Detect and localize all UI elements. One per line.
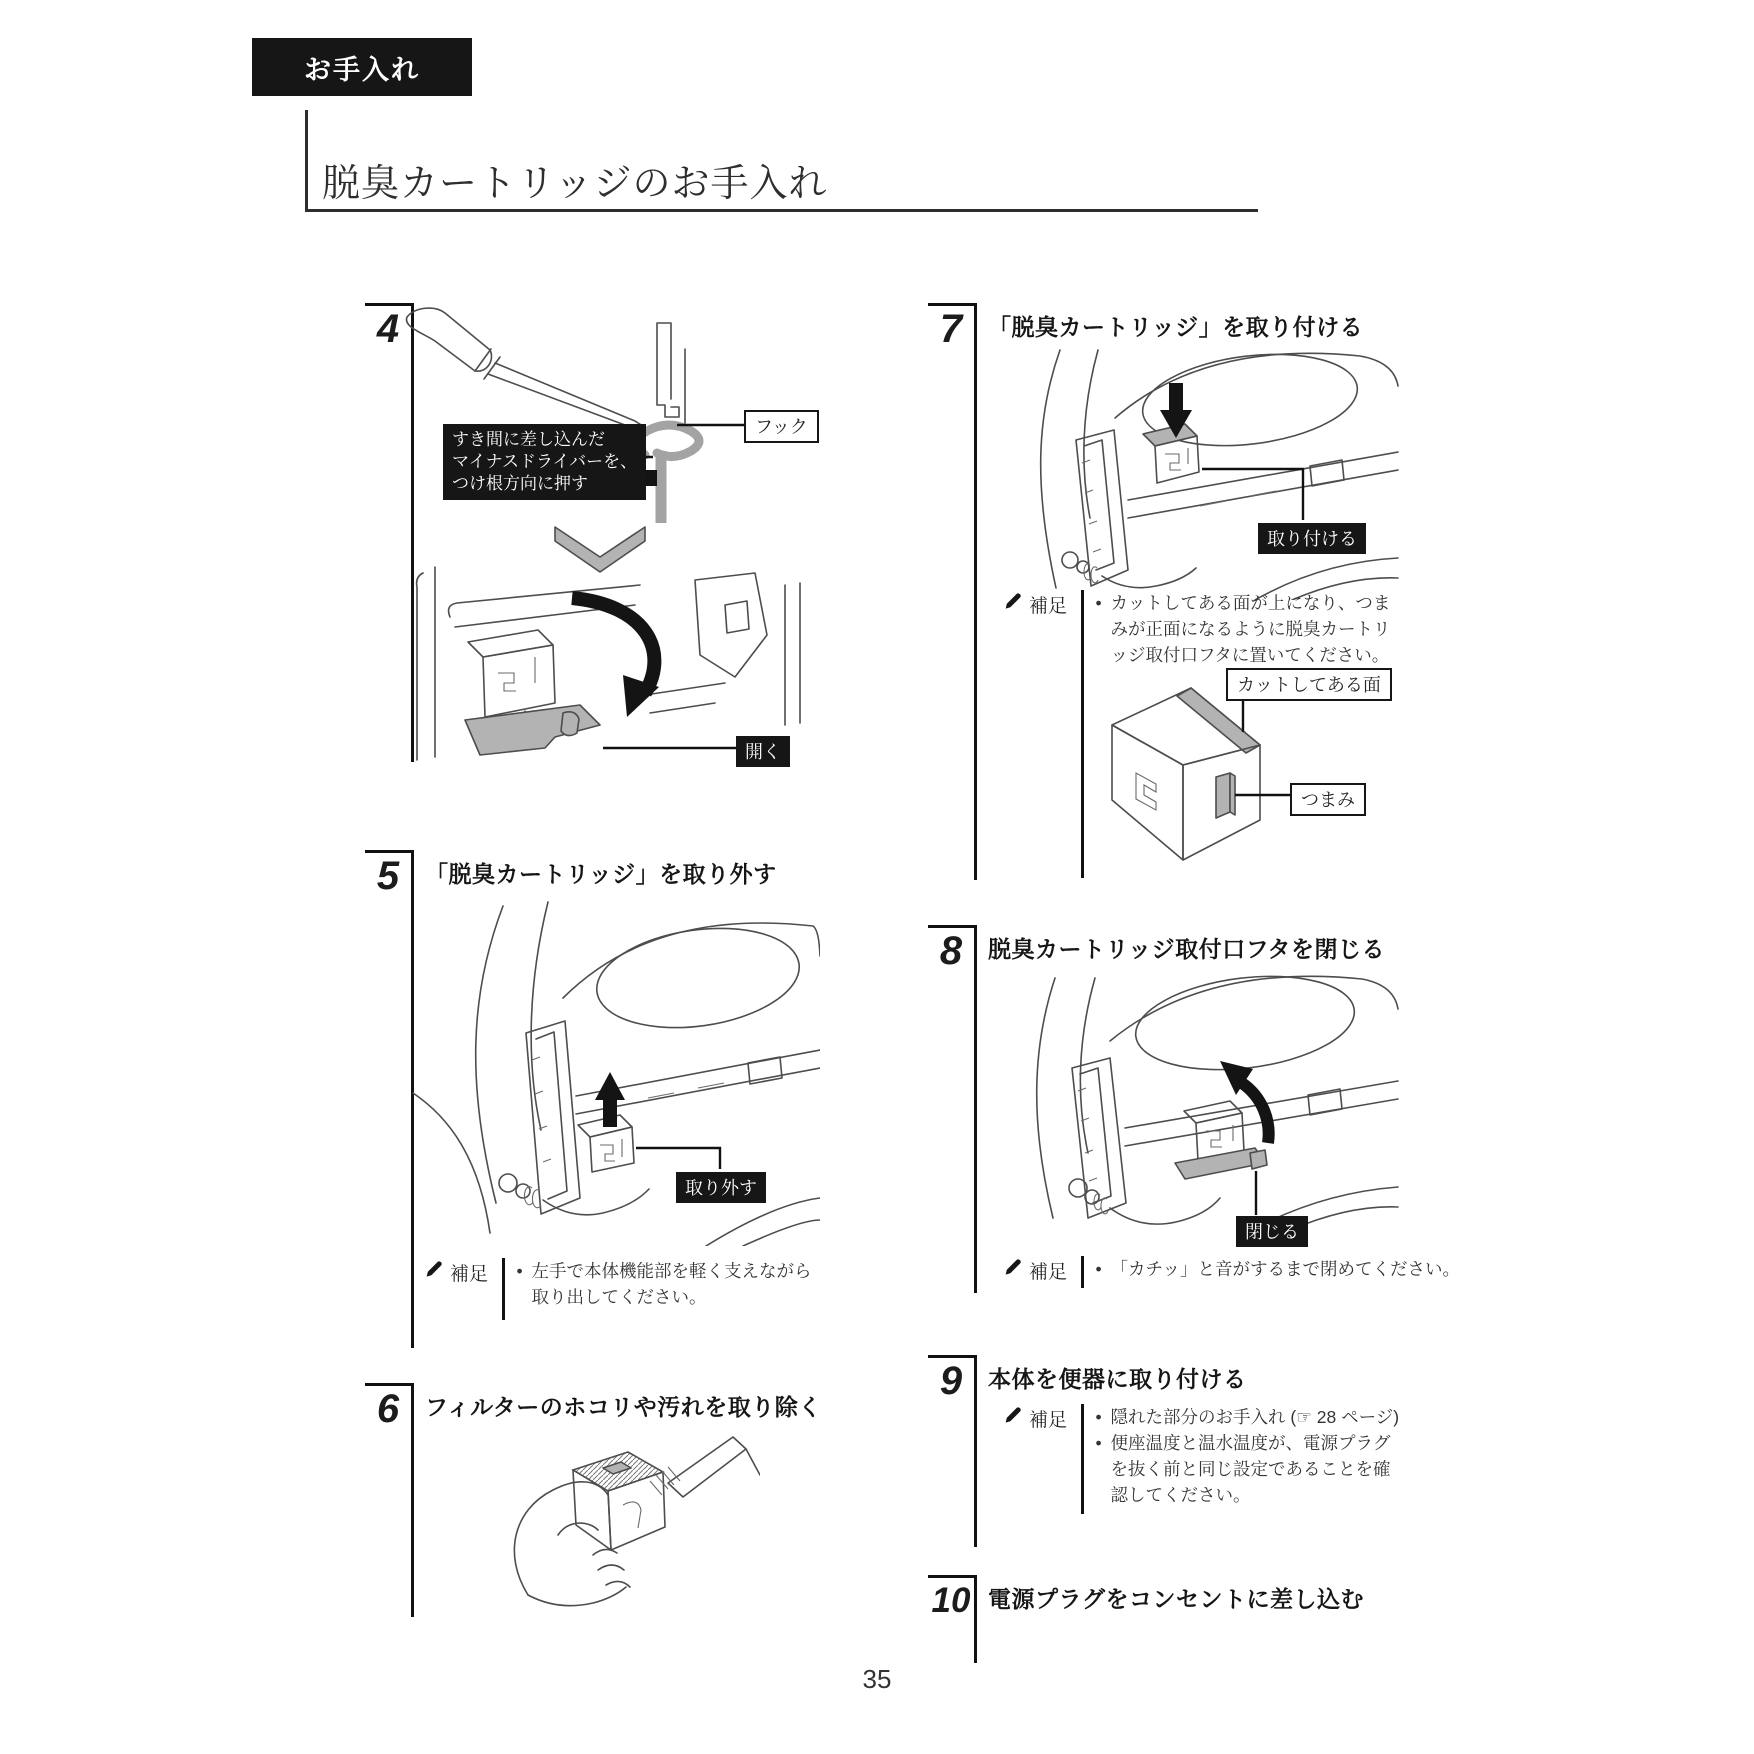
callout-line: つけ根方向に押す	[452, 474, 588, 493]
step9-number: 9	[928, 1355, 974, 1403]
note-head	[1003, 1256, 1081, 1288]
step5-number: 5	[365, 850, 411, 898]
step6-number: 6	[365, 1383, 411, 1431]
pencil-icon	[424, 1259, 444, 1279]
hook-label: フック	[744, 410, 819, 443]
step5-title: 「脱臭カートリッジ」を取り外す	[425, 861, 777, 887]
step8-illustration	[950, 973, 1400, 1231]
step8-number: 8	[928, 925, 974, 973]
callout-line: マイナスドライバーを、	[452, 452, 638, 471]
step6-title: フィルターのホコリや汚れを取り除く	[425, 1394, 822, 1420]
pencil-icon	[1003, 591, 1023, 611]
step10-rail	[974, 1575, 977, 1663]
step7-number: 7	[928, 303, 974, 351]
title-left-rule	[305, 110, 308, 211]
step6-illustration	[498, 1435, 760, 1613]
step4-number: 4	[365, 303, 411, 351]
pencil-icon	[1003, 1257, 1023, 1277]
remove-label: 取り外す	[676, 1172, 766, 1203]
title-underline	[305, 209, 1258, 212]
knob-label: つまみ	[1290, 783, 1366, 816]
callout-line: すき間に差し込んだ	[452, 430, 605, 449]
note-text: • 便座温度と温水温度が、電源プラグを抜く前と同じ設定であることを確認してください。	[1096, 1430, 1404, 1508]
note-head	[1003, 1404, 1081, 1514]
attach-label: 取り付ける	[1258, 523, 1366, 554]
step8-title: 脱臭カートリッジ取付口フタを閉じる	[988, 936, 1385, 962]
step4-illustration	[395, 305, 815, 770]
step8-note	[1003, 1256, 1460, 1288]
page-number: 35	[862, 1664, 892, 1694]
step5-note	[424, 1258, 817, 1320]
close-label: 閉じる	[1236, 1216, 1308, 1247]
note-label: 補足	[1029, 596, 1068, 617]
page-title: 脱臭カートリッジのお手入れ	[322, 163, 828, 205]
step7-title: 「脱臭カートリッジ」を取り付ける	[988, 314, 1364, 340]
step7-illustration	[950, 348, 1400, 600]
cartridge-cube-diagram	[1088, 672, 1293, 870]
section-badge: お手入れ	[252, 38, 472, 96]
note-head	[1003, 590, 1081, 878]
step9-title: 本体を便器に取り付ける	[988, 1366, 1247, 1392]
note-label: 補足	[1029, 1410, 1068, 1431]
step9-note	[1003, 1404, 1403, 1514]
note-text: • 「カチッ」と音がするまで閉めてください。	[1096, 1256, 1460, 1282]
pencil-icon	[1003, 1405, 1023, 1425]
step4-callout	[443, 424, 646, 500]
cut-face-label: カットしてある面	[1226, 668, 1392, 701]
note-label: 補足	[450, 1264, 489, 1285]
step6-rail	[411, 1383, 414, 1617]
step9-rail	[974, 1355, 977, 1547]
note-text: • 左手で本体機能部を軽く支えながら取り出してください。	[517, 1258, 818, 1310]
step10-number: 10	[928, 1575, 974, 1623]
note-head	[424, 1258, 502, 1320]
open-label: 開く	[736, 736, 790, 767]
note-text: • 隠れた部分のお手入れ (☞ 28 ページ)	[1096, 1404, 1404, 1430]
step10-title: 電源プラグをコンセントに差し込む	[988, 1586, 1364, 1612]
note-text: • カットしてある面が上になり、つまみが正面になるように脱臭カートリッジ取付口フタに置いてください。	[1096, 590, 1401, 668]
note-label: 補足	[1029, 1262, 1068, 1283]
